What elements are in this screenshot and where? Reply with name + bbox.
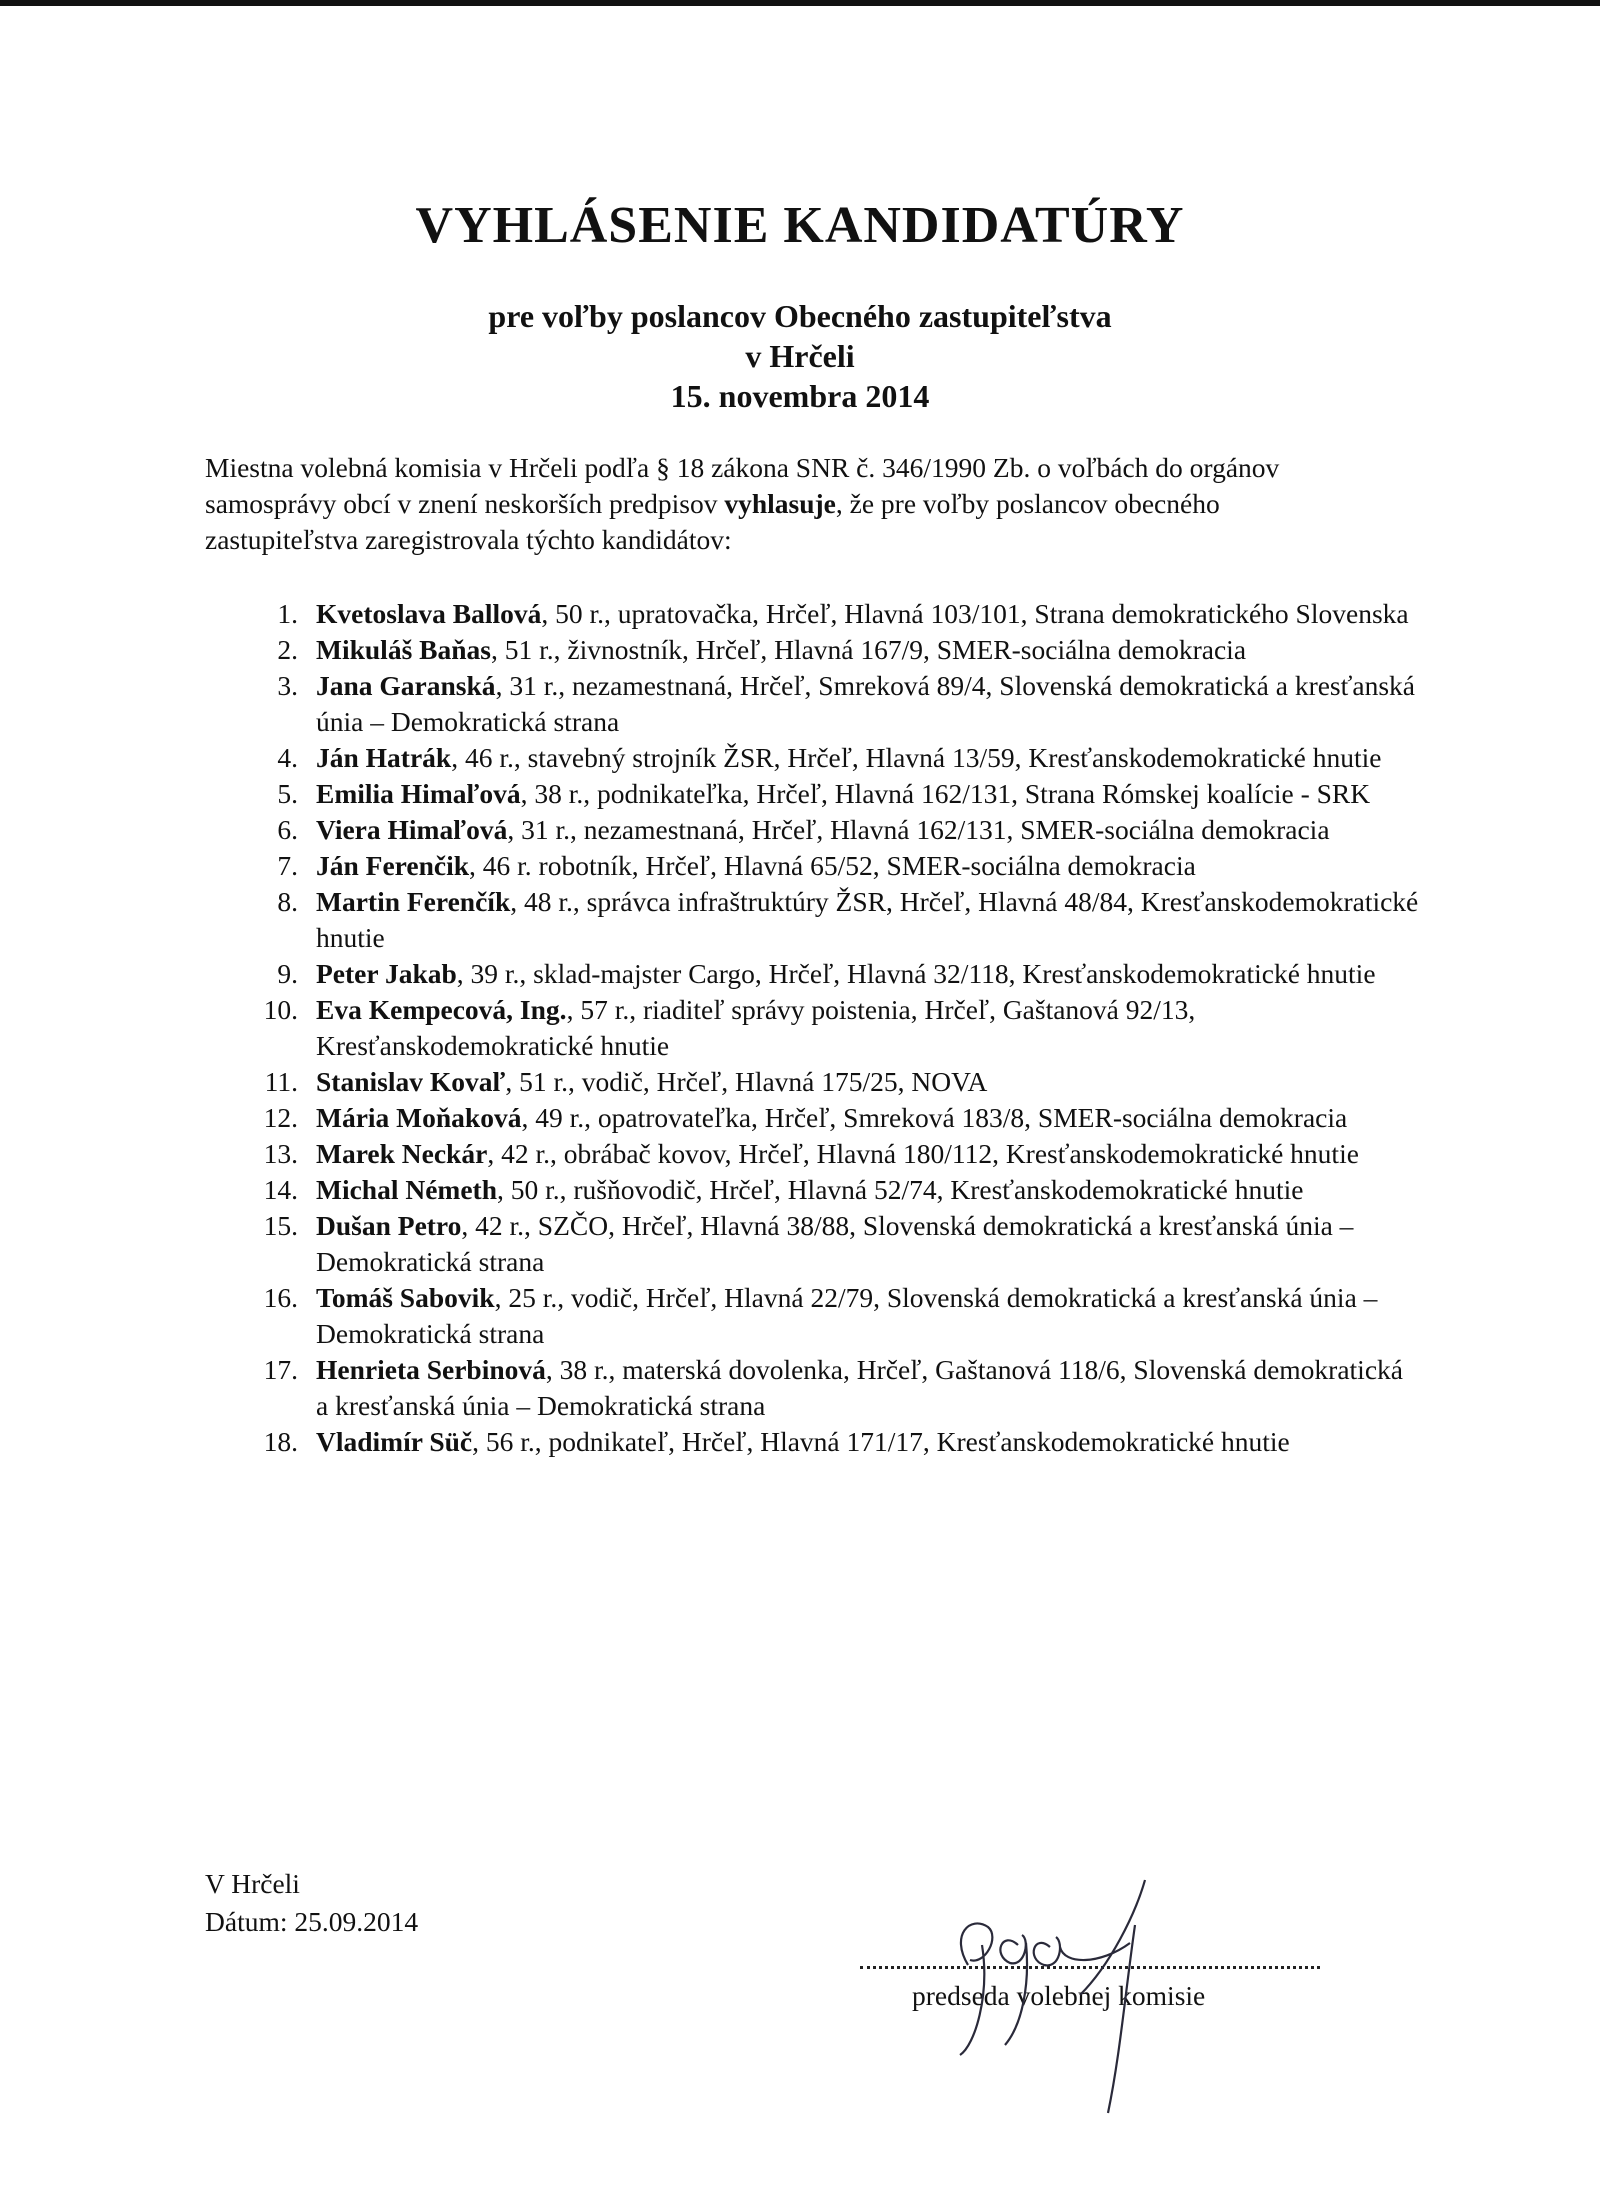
candidate-details: , 46 r., stavebný strojník ŽSR, Hrčeľ, Hlavná 13/59, Kresťanskodemokratické hnutie — [451, 742, 1382, 773]
candidate-details: , 49 r., opatrovateľka, Hrčeľ, Smreková 183/8, SMER-sociálna demokracia — [521, 1102, 1348, 1133]
candidate-number: 17. — [263, 1354, 298, 1385]
candidate-text — [316, 668, 1420, 740]
candidate-text — [316, 1136, 1420, 1172]
subtitle-line-1: pre voľby poslancov Obecného zastupiteľstva — [488, 298, 1112, 334]
intro-text-2: , že pre voľby poslancov obecného zastupiteľstva zaregistrovala týchto kandidátov: — [205, 488, 1220, 555]
candidate-name: Ján Ferenčik — [316, 850, 470, 881]
candidate-item — [220, 1100, 1420, 1136]
candidate-name: Jana Garanská — [316, 670, 496, 701]
candidate-number: 1. — [277, 598, 298, 629]
candidate-text — [316, 1424, 1420, 1460]
intro-emphasis: vyhlasuje — [724, 488, 836, 519]
candidate-item — [220, 596, 1420, 632]
candidate-name: Henrieta Serbinová — [316, 1354, 546, 1385]
candidate-number: 18. — [263, 1426, 298, 1457]
candidate-item — [220, 632, 1420, 668]
candidate-number: 4. — [277, 742, 298, 773]
candidate-text — [316, 1100, 1420, 1136]
candidate-details: , 38 r., materská dovolenka, Hrčeľ, Gaštanová 118/6, Slovenská demokratická a kresťanská únia – Demokratická strana — [316, 1354, 1403, 1421]
candidate-name: Michal Németh — [316, 1174, 497, 1205]
candidate-text — [316, 848, 1420, 884]
candidate-details: , 31 r., nezamestnaná, Hrčeľ, Hlavná 162/131, SMER-sociálna demokracia — [507, 814, 1330, 845]
candidate-text — [316, 956, 1420, 992]
candidate-text — [316, 884, 1420, 956]
intro-text-1: Miestna volebná komisia v Hrčeli podľa § 18 zákona SNR č. 346/1990 Zb. o voľbách do orgánov samosprávy obcí v znení neskorších predpisov — [205, 452, 1280, 519]
candidate-text — [316, 1280, 1420, 1352]
candidate-number: 7. — [277, 850, 298, 881]
candidate-details: , 57 r., riaditeľ správy poistenia, Hrčeľ, Gaštanová 92/13, Kresťanskodemokratické hnutie — [316, 994, 1196, 1061]
intro-paragraph — [205, 450, 1365, 558]
candidate-number: 12. — [263, 1102, 298, 1133]
candidate-number: 14. — [263, 1174, 298, 1205]
scan-top-border — [0, 0, 1600, 6]
candidate-name: Ján Hatrák — [316, 742, 452, 773]
candidate-number: 10. — [263, 994, 298, 1025]
signature-role: predseda volebnej komisie — [912, 1980, 1206, 2011]
candidate-item — [220, 848, 1420, 884]
candidate-item — [220, 956, 1420, 992]
candidate-item — [220, 1064, 1420, 1100]
candidate-text — [316, 812, 1420, 848]
candidate-name: Kvetoslava Ballová — [316, 598, 542, 629]
candidate-item — [220, 1208, 1420, 1280]
candidate-number: 13. — [263, 1138, 298, 1169]
candidate-item — [220, 1172, 1420, 1208]
subtitle-line-2: v Hrčeli — [745, 338, 855, 374]
candidate-number: 9. — [277, 958, 298, 989]
candidate-item — [220, 776, 1420, 812]
candidate-details: , 50 r., rušňovodič, Hrčeľ, Hlavná 52/74, Kresťanskodemokratické hnutie — [497, 1174, 1304, 1205]
candidate-name: Vladimír Süč — [316, 1426, 473, 1457]
candidate-item — [220, 1352, 1420, 1424]
candidate-text — [316, 1208, 1420, 1280]
candidate-text — [316, 740, 1420, 776]
candidate-details: , 42 r., obrábač kovov, Hrčeľ, Hlavná 180/112, Kresťanskodemokratické hnutie — [487, 1138, 1359, 1169]
candidate-number: 6. — [277, 814, 298, 845]
candidate-details: , 38 r., podnikateľka, Hrčeľ, Hlavná 162/131, Strana Rómskej koalície - SRK — [520, 778, 1371, 809]
candidate-number: 3. — [277, 670, 298, 701]
candidate-details: , 25 r., vodič, Hrčeľ, Hlavná 22/79, Slovenská demokratická a kresťanská únia – Demokratická strana — [316, 1282, 1378, 1349]
candidate-item — [220, 1424, 1420, 1460]
candidate-name: Dušan Petro — [316, 1210, 462, 1241]
candidate-name: Mária Moňaková — [316, 1102, 522, 1133]
subtitle-line-3: 15. novembra 2014 — [670, 378, 930, 414]
candidate-details: , 51 r., vodič, Hrčeľ, Hlavná 175/25, NOVA — [505, 1066, 988, 1097]
handwritten-signature — [930, 1855, 1190, 2115]
candidate-text — [316, 596, 1420, 632]
candidate-number: 11. — [264, 1066, 298, 1097]
candidate-number: 16. — [263, 1282, 298, 1313]
candidate-item — [220, 1136, 1420, 1172]
candidate-name: Eva Kempecová, Ing. — [316, 994, 567, 1025]
candidate-details: , 46 r. robotník, Hrčeľ, Hlavná 65/52, SMER-sociálna demokracia — [469, 850, 1196, 881]
candidate-details: , 48 r., správca infraštruktúry ŽSR, Hrčeľ, Hlavná 48/84, Kresťanskodemokratické hnutie — [316, 886, 1419, 953]
candidate-name: Stanislav Kovaľ — [316, 1066, 506, 1097]
candidate-text — [316, 1352, 1420, 1424]
candidate-item — [220, 740, 1420, 776]
candidate-number: 2. — [277, 634, 298, 665]
date-line: Dátum: 25.09.2014 — [205, 1906, 419, 1937]
candidate-details: , 51 r., živnostník, Hrčeľ, Hlavná 167/9, SMER-sociálna demokracia — [491, 634, 1247, 665]
candidate-text — [316, 992, 1420, 1064]
candidate-text — [316, 1172, 1420, 1208]
candidate-item — [220, 1280, 1420, 1352]
candidate-item — [220, 668, 1420, 740]
candidate-details: , 31 r., nezamestnaná, Hrčeľ, Smreková 89/4, Slovenská demokratická a kresťanská únia – Demokratická strana — [316, 670, 1415, 737]
candidate-details: , 50 r., upratovačka, Hrčeľ, Hlavná 103/101, Strana demokratického Slovenska — [541, 598, 1409, 629]
document-title: VYHLÁSENIE KANDIDATÚRY — [415, 197, 1185, 254]
candidate-item — [220, 812, 1420, 848]
place-line: V Hrčeli — [205, 1868, 300, 1899]
candidate-details: , 39 r., sklad-majster Cargo, Hrčeľ, Hlavná 32/118, Kresťanskodemokratické hnutie — [456, 958, 1376, 989]
candidate-name: Peter Jakab — [316, 958, 457, 989]
candidate-details: , 42 r., SZČO, Hrčeľ, Hlavná 38/88, Slovenská demokratická a kresťanská únia – Demokratická strana — [316, 1210, 1354, 1277]
candidate-number: 8. — [277, 886, 298, 917]
candidate-list — [220, 596, 1420, 1460]
candidate-name: Mikuláš Baňas — [316, 634, 491, 665]
candidate-name: Emilia Himaľová — [316, 778, 521, 809]
candidate-number: 5. — [277, 778, 298, 809]
candidate-text — [316, 1064, 1420, 1100]
candidate-name: Marek Neckár — [316, 1138, 488, 1169]
candidate-name: Tomáš Sabovik — [316, 1282, 495, 1313]
candidate-item — [220, 884, 1420, 956]
candidate-text — [316, 632, 1420, 668]
candidate-item — [220, 992, 1420, 1064]
candidate-details: , 56 r., podnikateľ, Hrčeľ, Hlavná 171/17, Kresťanskodemokratické hnutie — [472, 1426, 1290, 1457]
candidate-name: Martin Ferenčík — [316, 886, 511, 917]
candidate-name: Viera Himaľová — [316, 814, 508, 845]
candidate-number: 15. — [263, 1210, 298, 1241]
candidate-text — [316, 776, 1420, 812]
